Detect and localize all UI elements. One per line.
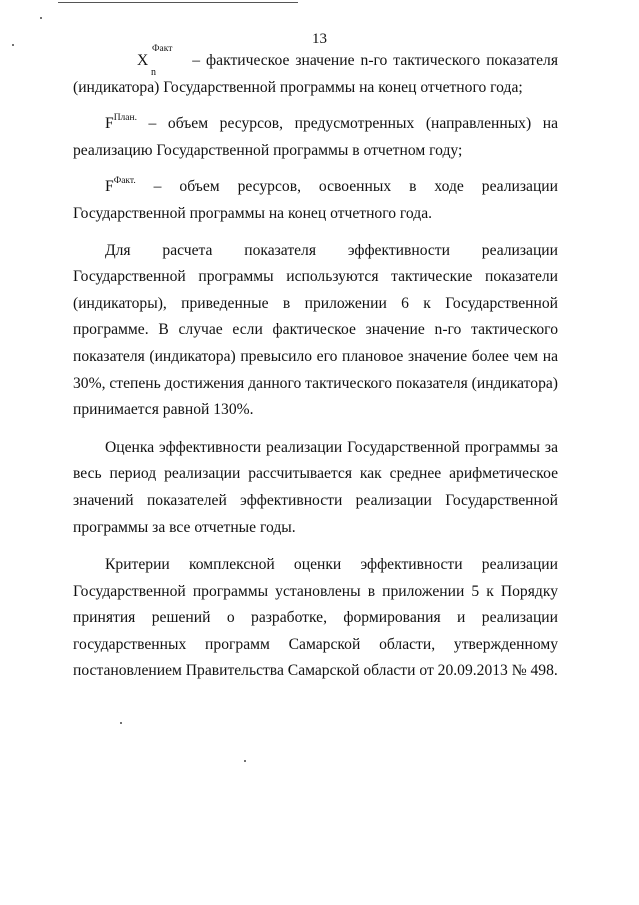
scan-speck (244, 760, 246, 762)
formula-superscript: План. (113, 113, 137, 124)
definition-f-fact (73, 174, 558, 227)
formula-symbol: X n Факт (137, 44, 173, 78)
definition-text: – объем ресурсов, предусмотренных (направленных) на реализацию Государственной программы в отчетном году; (73, 115, 558, 159)
definition-x-fact (73, 44, 558, 101)
page-number: 13 (312, 31, 327, 47)
scan-speck (120, 722, 122, 724)
formula-symbol: F (105, 178, 114, 196)
paragraph-criteria: Критерии комплексной оценки эффективности реализации Государственной программы установлены в приложении 5 к Порядку принятия решений о разработке, формирования и реализации государственных программ Самарской области, утвержденному постановлением Правительства Самарской области от 20.09.2013 № 498. (73, 556, 558, 680)
document-body (73, 44, 558, 685)
definition-text: – объем ресурсов, освоенных в ходе реализации Государственной программы на конец отчетного года. (73, 178, 558, 222)
definition-text: – фактическое значение n-го тактического показателя (индикатора) Государственной программы на конец отчетного года; (73, 52, 558, 96)
scan-speck (40, 17, 42, 19)
top-border-line (58, 2, 298, 3)
formula-superscript: Факт. (113, 176, 136, 187)
paragraph-indicators: Для расчета показателя эффективности реализации Государственной программы используются тактические показатели (индикаторы), приведенные в приложении 6 к Государственной программе. В случае если фактическое значение n-го тактического показателя (индикатора) превысило его плановое значение более чем на 30%, степень достижения данного тактического показателя (индикатора) принимается равной 130%. (73, 241, 558, 419)
formula-symbol: F (105, 115, 114, 133)
definition-f-plan (73, 111, 558, 164)
paragraph-evaluation: Оценка эффективности реализации Государственной программы за весь период реализации рассчитывается как среднее арифметическое значений показателей эффективности реализации Государственной программы за все отчетные годы. (73, 438, 558, 536)
